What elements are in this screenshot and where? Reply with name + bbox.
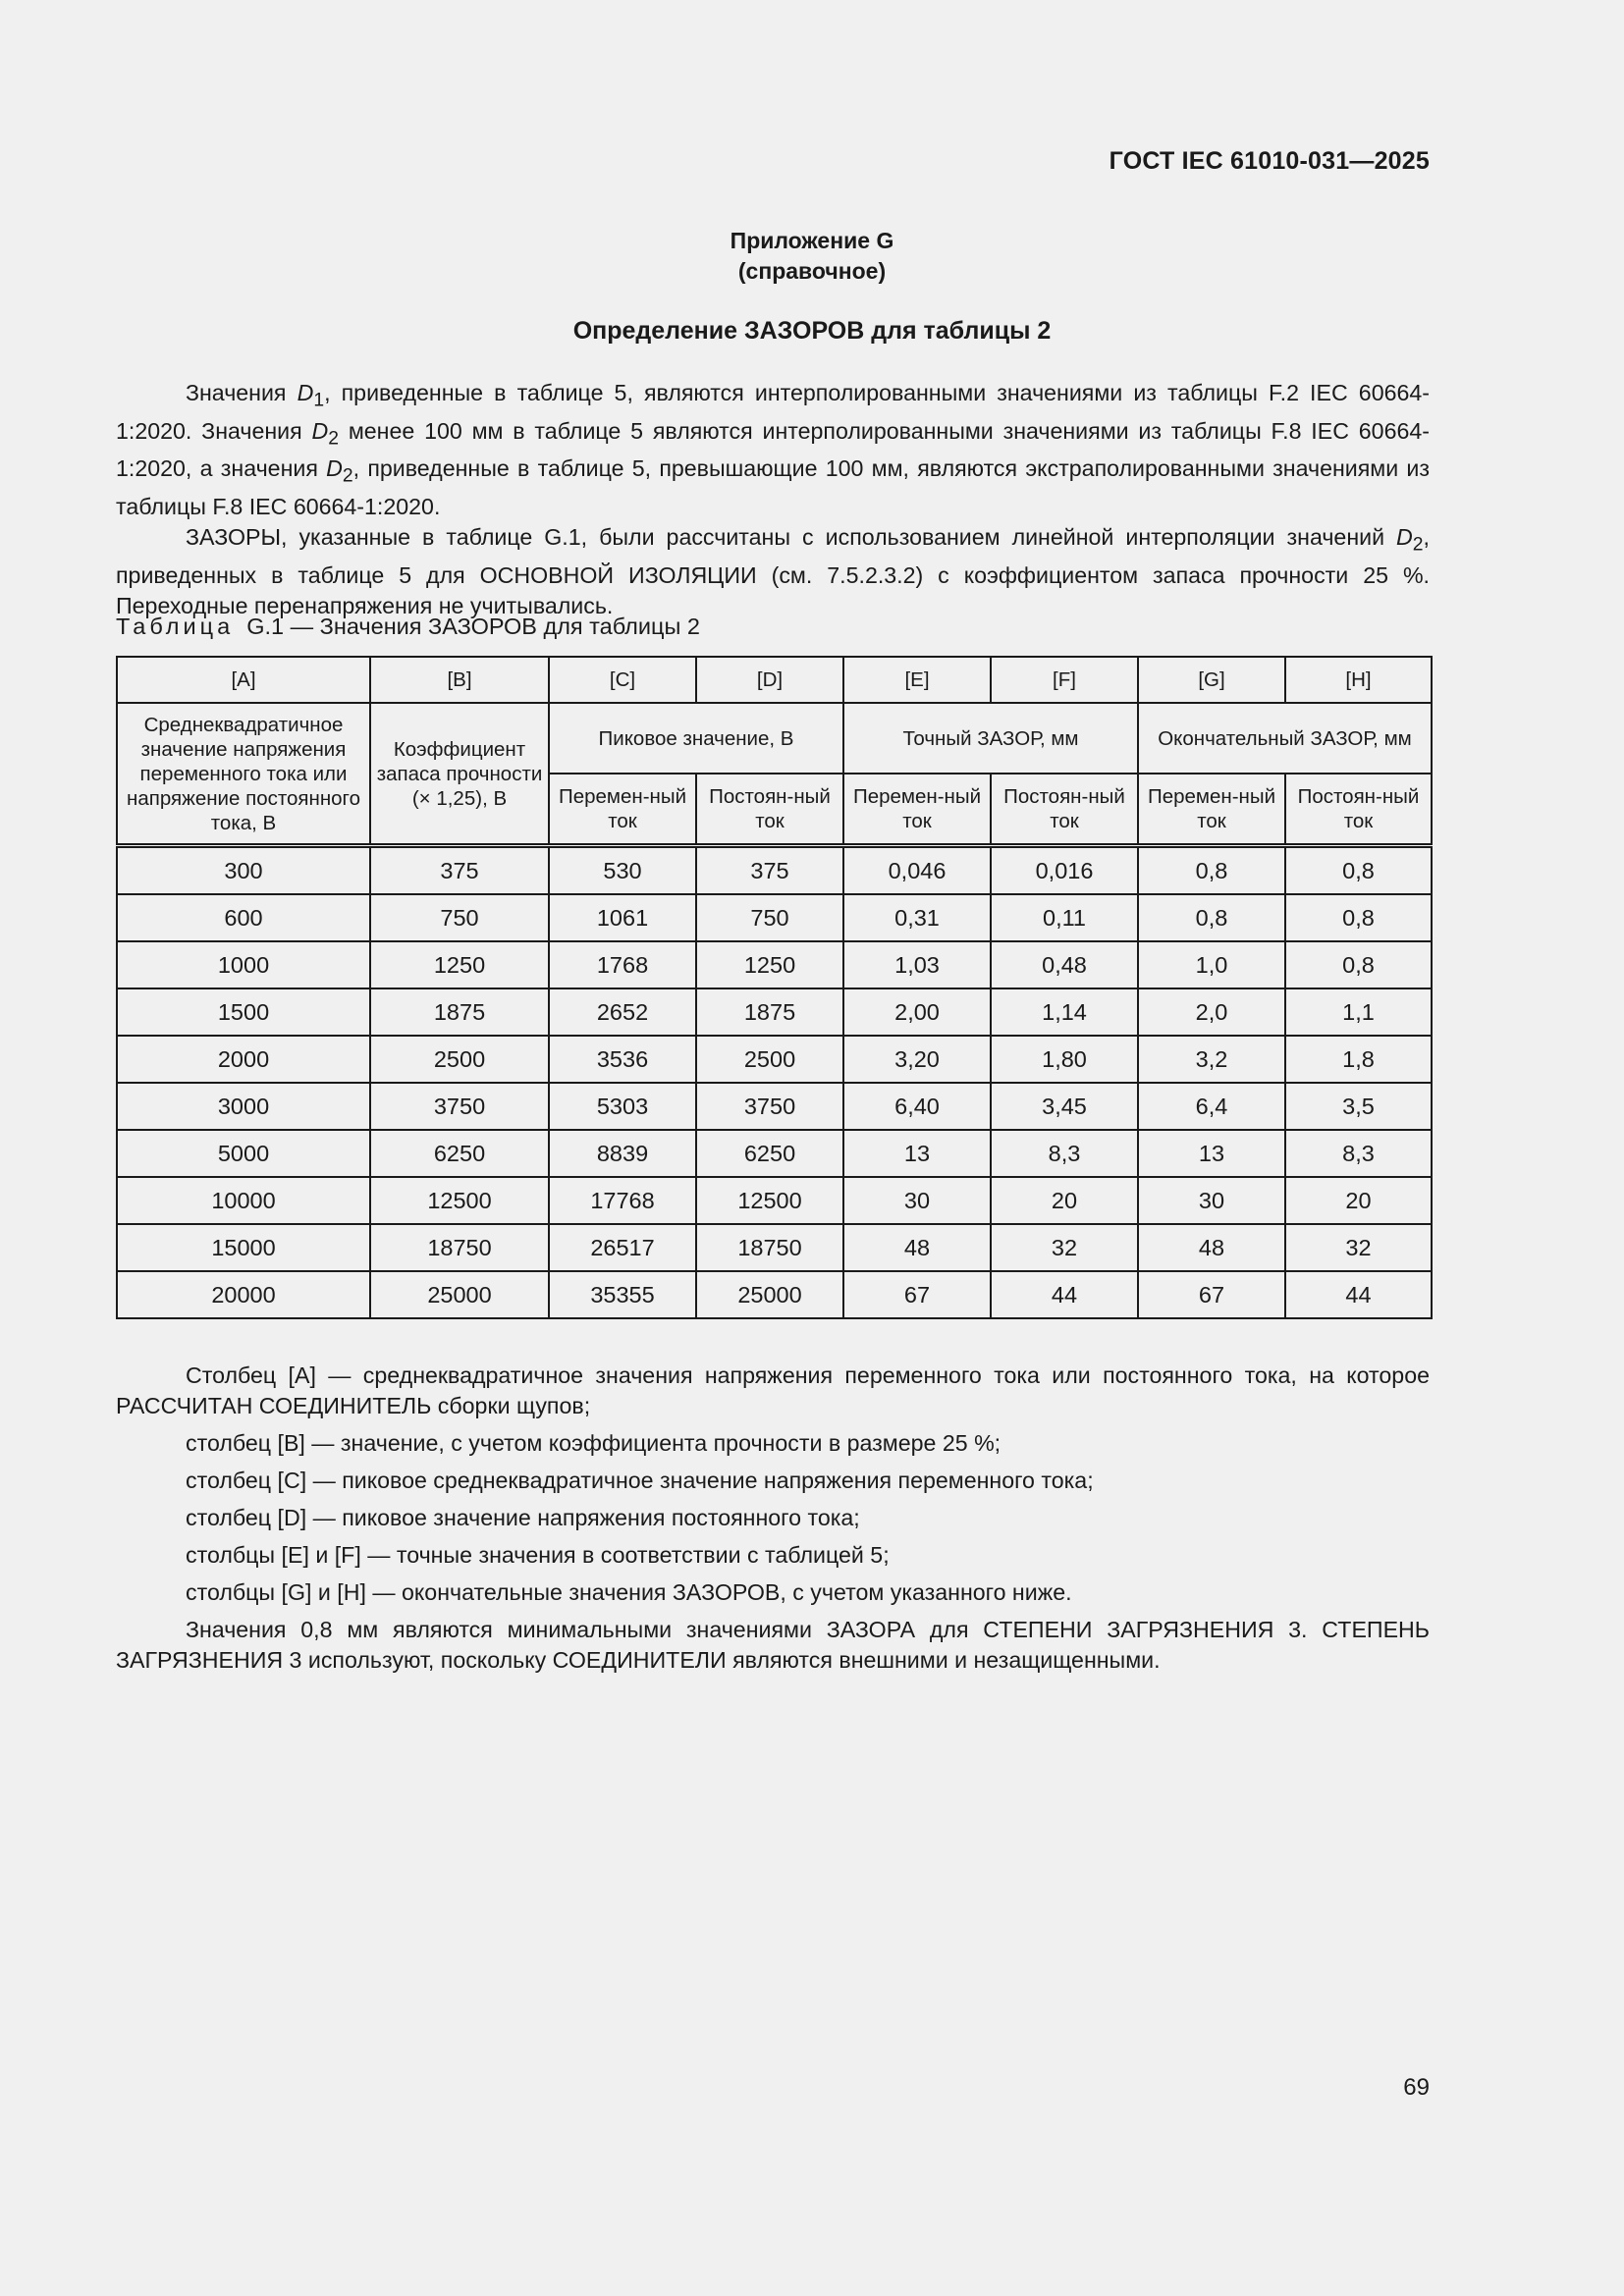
table-cell: 35355 — [549, 1271, 696, 1318]
table-cell: 6,40 — [843, 1083, 991, 1130]
table-cell: 530 — [549, 846, 696, 895]
note-line: Значения 0,8 мм являются минимальными значениями ЗАЗОРА для СТЕПЕНИ ЗАГРЯЗНЕНИЯ 3. СТЕПЕНЬ ЗАГРЯЗНЕНИЯ 3 используют, поскольку СОЕДИНИТЕЛИ являются внешними и незащищенными. — [116, 1617, 1430, 1673]
table-cell: 0,8 — [1285, 846, 1432, 895]
table-caption: Таблица G.1 — Значения ЗАЗОРОВ для таблицы 2 — [116, 614, 700, 639]
table-cell: 1768 — [549, 941, 696, 988]
header-rms-voltage: Среднеквадратичное значение напряжения переменного тока или напряжение постоянного тока, В — [117, 703, 370, 846]
table-row — [117, 1271, 1432, 1318]
table-cell: 20000 — [117, 1271, 370, 1318]
appendix-title: Приложение G — [730, 228, 894, 253]
header-exact-clearance: Точный ЗАЗОР, мм — [843, 703, 1138, 774]
table-cell: 6,4 — [1138, 1083, 1285, 1130]
table-cell: 1250 — [696, 941, 843, 988]
table-cell: 375 — [696, 846, 843, 895]
table-row — [117, 1224, 1432, 1271]
table-row — [117, 1130, 1432, 1177]
table-cell: 1061 — [549, 894, 696, 941]
note-line: столбец [C] — пиковое среднеквадратичное значение напряжения переменного тока; — [186, 1468, 1094, 1493]
table-body — [117, 846, 1432, 1319]
table-row — [117, 1036, 1432, 1083]
table-cell: 750 — [696, 894, 843, 941]
table-cell: 30 — [1138, 1177, 1285, 1224]
table-row — [117, 941, 1432, 988]
table-cell: 750 — [370, 894, 549, 941]
table-header-row — [117, 703, 1432, 774]
clearance-table — [116, 656, 1433, 1319]
table-cell: 3750 — [696, 1083, 843, 1130]
note-line: столбец [D] — пиковое значение напряжения постоянного тока; — [186, 1505, 860, 1530]
note-line: столбцы [G] и [H] — окончательные значения ЗАЗОРОВ, с учетом указанного ниже. — [186, 1579, 1072, 1605]
note-line: столбцы [E] и [F] — точные значения в соответствии с таблицей 5; — [186, 1542, 890, 1568]
table-cell: 0,016 — [991, 846, 1138, 895]
table-column-letters — [117, 657, 1432, 703]
table-cell: 12500 — [370, 1177, 549, 1224]
table-cell: 3,2 — [1138, 1036, 1285, 1083]
table-cell: 2000 — [117, 1036, 370, 1083]
table-cell: 8,3 — [1285, 1130, 1432, 1177]
table-cell: 0,8 — [1138, 846, 1285, 895]
table-cell: 20 — [1285, 1177, 1432, 1224]
table-cell: 1,14 — [991, 988, 1138, 1036]
column-letter: [A] — [117, 657, 370, 703]
table-cell: 0,11 — [991, 894, 1138, 941]
header-safety-factor: Коэффициент запаса прочности (× 1,25), В — [370, 703, 549, 846]
table-cell: 1,0 — [1138, 941, 1285, 988]
intro-paragraph-2: ЗАЗОРЫ, указанные в таблице G.1, были рассчитаны с использованием линейной интерполяции значений $D_2$, приведенных в таблице 5 для ОСНОВНОЙ ИЗОЛЯЦИИ (см. 7.5.2.3.2) с коэффициентом запаса прочности 25 %. Переходные перенапряжения не учитывались. — [116, 523, 1430, 618]
intro-paragraph-1: Значения $D_1$, приведенные в таблице 5, являются интерполированными значениями из таблицы F.2 IEC 60664-1:2020. Значения $D_2$ менее 100 мм в таблице 5 являются интерполированными значениями из таблицы F.8 IEC 60664-1:2020, а значения $D_2$, приведенные в таблице 5, превышающие 100 мм, являются экстраполированными значениями из таблицы F.8 IEC 60664-1:2020. — [116, 380, 1431, 519]
table-cell: 18750 — [696, 1224, 843, 1271]
column-letter: [C] — [549, 657, 696, 703]
table-row — [117, 988, 1432, 1036]
column-letter: [G] — [1138, 657, 1285, 703]
table-cell: 20 — [991, 1177, 1138, 1224]
table-cell: 2500 — [370, 1036, 549, 1083]
column-letter: [B] — [370, 657, 549, 703]
appendix-heading — [0, 226, 1624, 287]
table-cell: 44 — [1285, 1271, 1432, 1318]
table-cell: 3750 — [370, 1083, 549, 1130]
table-cell: 2,0 — [1138, 988, 1285, 1036]
table-cell: 26517 — [549, 1224, 696, 1271]
table-cell: 32 — [1285, 1224, 1432, 1271]
column-letter: [D] — [696, 657, 843, 703]
subheader-dc: Постоян-ный ток — [991, 774, 1138, 846]
column-letter: [H] — [1285, 657, 1432, 703]
table-cell: 18750 — [370, 1224, 549, 1271]
header-final-clearance: Окончательный ЗАЗОР, мм — [1138, 703, 1432, 774]
table-cell: 600 — [117, 894, 370, 941]
table-cell: 6250 — [696, 1130, 843, 1177]
table-cell: 3536 — [549, 1036, 696, 1083]
table-cell: 6250 — [370, 1130, 549, 1177]
table-cell: 3000 — [117, 1083, 370, 1130]
table-cell: 0,8 — [1138, 894, 1285, 941]
table-cell: 25000 — [370, 1271, 549, 1318]
table-cell: 1500 — [117, 988, 370, 1036]
table-cell: 0,8 — [1285, 941, 1432, 988]
note-line: столбец [B] — значение, с учетом коэффициента прочности в размере 25 %; — [186, 1430, 1001, 1456]
table-cell: 0,48 — [991, 941, 1138, 988]
document-code: ГОСТ IEC 61010-031—2025 — [1109, 147, 1430, 175]
table-cell: 1250 — [370, 941, 549, 988]
table-cell: 3,20 — [843, 1036, 991, 1083]
table-row — [117, 1177, 1432, 1224]
subheader-ac: Перемен-ный ток — [843, 774, 991, 846]
note-line: Столбец [A] — среднеквадратичное значения напряжения переменного тока или постоянного тока, на которое РАССЧИТАН СОЕДИНИТЕЛЬ сборки щупов; — [116, 1362, 1430, 1418]
table-cell: 8,3 — [991, 1130, 1138, 1177]
appendix-subtitle: (справочное) — [737, 258, 887, 284]
table-cell: 3,5 — [1285, 1083, 1432, 1130]
table-row — [117, 846, 1432, 895]
subheader-dc: Постоян-ный ток — [1285, 774, 1432, 846]
table-cell: 2500 — [696, 1036, 843, 1083]
table-cell: 5000 — [117, 1130, 370, 1177]
column-letter: [F] — [991, 657, 1138, 703]
table-cell: 1,03 — [843, 941, 991, 988]
table-cell: 15000 — [117, 1224, 370, 1271]
table-cell: 5303 — [549, 1083, 696, 1130]
table-cell: 67 — [843, 1271, 991, 1318]
table-cell: 2,00 — [843, 988, 991, 1036]
table-cell: 1,8 — [1285, 1036, 1432, 1083]
table-cell: 1875 — [696, 988, 843, 1036]
table-cell: 10000 — [117, 1177, 370, 1224]
table-cell: 13 — [1138, 1130, 1285, 1177]
section-title: Определение ЗАЗОРОВ для таблицы 2 — [572, 317, 1052, 345]
table-notes — [116, 1361, 1430, 1682]
subheader-ac: Перемен-ный ток — [549, 774, 696, 846]
table-cell: 13 — [843, 1130, 991, 1177]
subheader-dc: Постоян-ный ток — [696, 774, 843, 846]
table-cell: 17768 — [549, 1177, 696, 1224]
table-cell: 8839 — [549, 1130, 696, 1177]
table-cell: 0,31 — [843, 894, 991, 941]
table-cell: 0,8 — [1285, 894, 1432, 941]
subheader-ac: Перемен-ный ток — [1138, 774, 1285, 846]
table-cell: 1,1 — [1285, 988, 1432, 1036]
table-cell: 48 — [1138, 1224, 1285, 1271]
header-peak-value: Пиковое значение, В — [549, 703, 843, 774]
table-cell: 1875 — [370, 988, 549, 1036]
table-cell: 375 — [370, 846, 549, 895]
page-number: 69 — [1403, 2074, 1430, 2101]
table-cell: 0,046 — [843, 846, 991, 895]
table-cell: 1000 — [117, 941, 370, 988]
table-cell: 12500 — [696, 1177, 843, 1224]
intro-text — [116, 378, 1430, 621]
table-cell: 30 — [843, 1177, 991, 1224]
column-letter: [E] — [843, 657, 991, 703]
table-cell: 3,45 — [991, 1083, 1138, 1130]
table-cell: 300 — [117, 846, 370, 895]
table-row — [117, 894, 1432, 941]
table-cell: 2652 — [549, 988, 696, 1036]
table-cell: 32 — [991, 1224, 1138, 1271]
table-cell: 25000 — [696, 1271, 843, 1318]
table-row — [117, 1083, 1432, 1130]
table-cell: 48 — [843, 1224, 991, 1271]
table-cell: 1,80 — [991, 1036, 1138, 1083]
table-cell: 67 — [1138, 1271, 1285, 1318]
table-cell: 44 — [991, 1271, 1138, 1318]
